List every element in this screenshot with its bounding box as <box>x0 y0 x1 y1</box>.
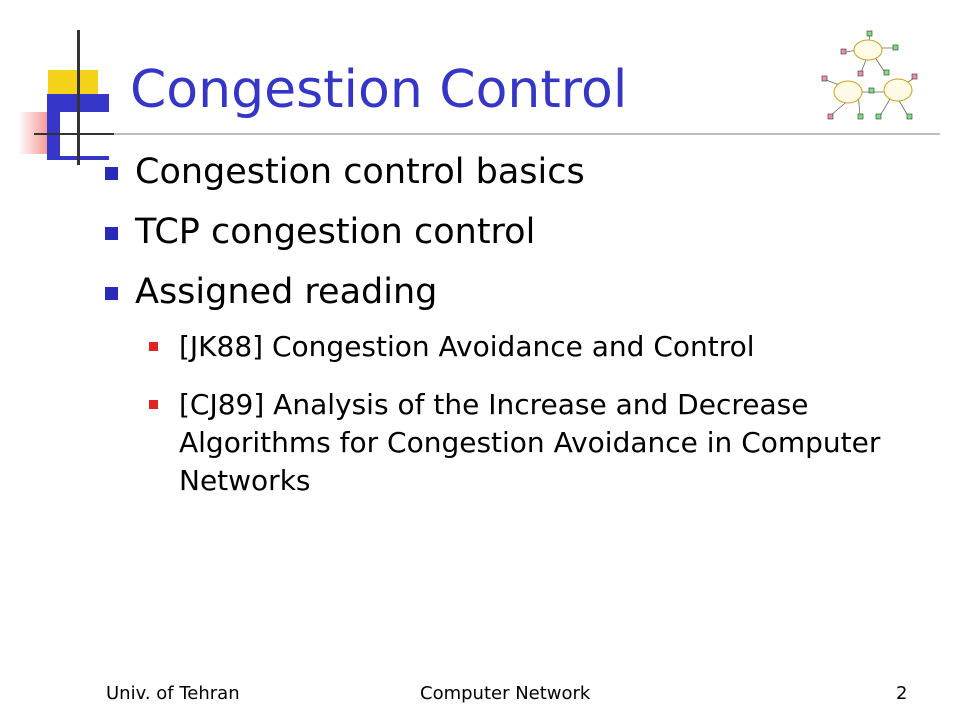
bullet-text: Assigned reading <box>135 272 438 312</box>
footer-university: Univ. of Tehran <box>106 683 240 704</box>
footer-course: Computer Network <box>420 683 591 704</box>
bullet-text: TCP congestion control <box>135 212 536 252</box>
sub-bullet-text: [CJ89] Analysis of the Increase and Decrease Algorithms for Congestion Avoidance in Computer Networks <box>179 388 881 497</box>
title-underline-accent <box>34 133 114 135</box>
bullet-item <box>105 208 945 268</box>
sub-bullet-square-icon <box>149 342 158 351</box>
sub-bullet-text: [JK88] Congestion Avoidance and Control <box>179 330 755 363</box>
bullet-item <box>105 148 945 208</box>
bullet-item <box>105 268 945 328</box>
decor-vertical-line <box>77 30 80 165</box>
bullet-list <box>105 148 945 500</box>
bullet-square-icon <box>105 287 118 300</box>
bullet-square-icon <box>105 227 118 240</box>
network-cloud-icon <box>818 30 918 122</box>
title-underline <box>34 133 940 135</box>
slide-title: Congestion Control <box>130 60 628 120</box>
sub-bullet-item <box>149 328 945 386</box>
bullet-square-icon <box>105 167 118 180</box>
sub-bullet-square-icon <box>149 400 158 409</box>
sub-bullet-item <box>149 386 939 500</box>
bullet-text: Congestion control basics <box>135 152 585 192</box>
footer-page-number: 2 <box>896 683 908 704</box>
